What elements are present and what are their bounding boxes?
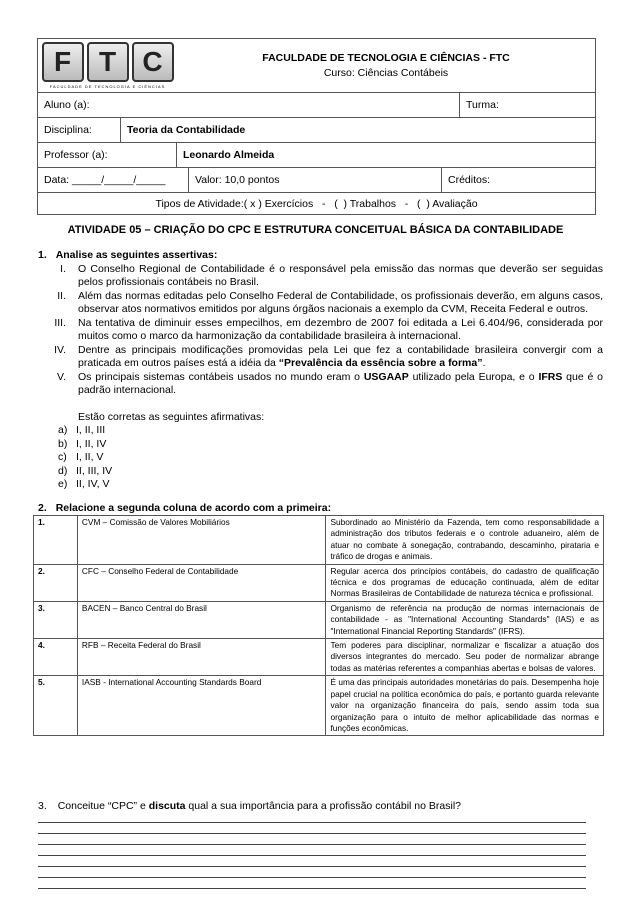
option-text: I, II, III bbox=[76, 424, 106, 436]
row-number: 4. bbox=[34, 639, 78, 676]
q2-prompt-text: Relacione a segunda coluna de acordo com a primeira: bbox=[55, 502, 332, 514]
data-field[interactable]: Data: _____/_____/_____ bbox=[44, 174, 166, 186]
q3-number: 3. bbox=[38, 800, 47, 812]
ftc-logo bbox=[38, 40, 177, 92]
option-letter: b) bbox=[58, 437, 68, 450]
q1-options bbox=[58, 424, 603, 492]
description-cell: É uma das principais autoridades monetárias do país. Desempenha hoje papel crucial na política econômica do país, e portanto guarda relevante valor na organização financeira do país, sendo assim toda sua organização para o intuito de melhor aplicabilidade das normas e funções econômicas. bbox=[326, 676, 604, 736]
aluno-field[interactable]: Aluno (a): bbox=[44, 99, 90, 111]
text-segment: Conceitue “CPC” e bbox=[57, 800, 149, 812]
option-letter: a) bbox=[58, 424, 68, 436]
text-segment: Dentre as principais modificações promovidas pela Lei que fez a contabilidade brasileira convergir com a praticada em outros países está a idéia da bbox=[78, 343, 603, 369]
description-cell: Regular acerca dos princípios contábeis, do cadastro de qualificação técnica e dos programas de educação continuada, além de editar Normas Brasileiras de Contabilidade de natureza técnica e profissional. bbox=[326, 564, 604, 601]
question-1 bbox=[38, 249, 603, 492]
text-segment: que é o padrão internacional. bbox=[78, 370, 603, 396]
text-segment: . bbox=[482, 357, 486, 369]
logo-letter-t: T bbox=[87, 42, 129, 82]
q1-item-text: Na tentativa de diminuir esses empecilhos, em dezembro de 2007 foi editada a Lei 6.404/96, considerada por muitos como o marco da harmonização da contabilidade brasileira à internacional. bbox=[78, 316, 603, 342]
option-text: II, III, IV bbox=[76, 464, 113, 477]
option-e[interactable] bbox=[58, 478, 603, 492]
q1-item-3 bbox=[38, 317, 603, 344]
description-cell: Organismo de referência na produção de normas internacionais de contabilidade - as "International Accounting Standards" (IAS) e as "International Financial Reporting Standards" (IFRS). bbox=[326, 601, 604, 638]
option-letter: c) bbox=[58, 451, 67, 463]
table-row bbox=[34, 516, 604, 565]
entity-cell: RFB – Receita Federal do Brasil bbox=[77, 639, 326, 676]
logo-letter-c: C bbox=[132, 42, 174, 82]
q1-item-4 bbox=[38, 344, 603, 371]
valor-label: Valor: 10,0 pontos bbox=[188, 168, 441, 192]
logo-letter-f: F bbox=[42, 42, 84, 82]
text-segment: qual a sua importância para a profissão contábil no Brasil? bbox=[185, 800, 461, 812]
professor-value: Leonardo Almeida bbox=[176, 143, 595, 167]
institution-block bbox=[177, 51, 595, 81]
bold-segment: discuta bbox=[148, 800, 186, 812]
bold-segment: USGAAP bbox=[363, 370, 409, 383]
option-text: I, II, IV bbox=[76, 437, 107, 450]
answer-line[interactable] bbox=[38, 878, 586, 889]
bold-segment: IFRS bbox=[538, 370, 563, 383]
header-box bbox=[37, 38, 596, 215]
turma-field[interactable]: Turma: bbox=[459, 93, 595, 117]
course-name: Curso: Ciências Contábeis bbox=[323, 66, 449, 79]
answer-line[interactable] bbox=[38, 845, 586, 856]
disciplina-label: Disciplina: bbox=[44, 124, 92, 136]
option-d[interactable] bbox=[58, 465, 603, 479]
q1-item-1 bbox=[38, 263, 603, 290]
table-row bbox=[34, 639, 604, 676]
q1-question: Estão corretas as seguintes afirmativas: bbox=[78, 410, 265, 423]
row-number: 1. bbox=[34, 516, 78, 565]
logo-subtitle: FACULDADE DE TECNOLOGIA E CIÊNCIAS bbox=[49, 84, 166, 89]
entity-cell: CFC – Conselho Federal de Contabilidade bbox=[77, 564, 326, 601]
roman-numeral: II. bbox=[57, 289, 66, 302]
q1-item-5 bbox=[38, 371, 603, 398]
option-a[interactable] bbox=[58, 424, 603, 438]
roman-numeral: I. bbox=[60, 262, 66, 275]
answer-line[interactable] bbox=[38, 823, 586, 834]
row-number: 5. bbox=[34, 676, 78, 736]
q2-prompt bbox=[38, 502, 331, 516]
q1-item-text bbox=[78, 371, 603, 398]
roman-numeral: III. bbox=[54, 316, 66, 329]
option-c[interactable] bbox=[58, 451, 603, 465]
q1-prompt bbox=[38, 249, 603, 263]
entity-cell: CVM – Comissão de Valores Mobiliários bbox=[77, 516, 326, 565]
option-b[interactable] bbox=[58, 438, 603, 452]
answer-area[interactable] bbox=[38, 812, 586, 889]
option-letter: e) bbox=[58, 478, 68, 490]
option-text: I, II, V bbox=[76, 451, 104, 463]
q1-number: 1. bbox=[38, 249, 47, 261]
answer-line[interactable] bbox=[38, 812, 586, 823]
table-row bbox=[34, 676, 604, 736]
row-number: 3. bbox=[34, 601, 78, 638]
roman-numeral: V. bbox=[57, 370, 66, 383]
entity-cell: BACEN – Banco Central do Brasil bbox=[77, 601, 326, 638]
row-number: 2. bbox=[34, 564, 78, 601]
q1-item-text: O Conselho Regional de Contabilidade é o responsável pela emissão das normas que deverão ser seguidas pelos profissionais contábeis no Brasil. bbox=[78, 262, 603, 288]
entity-cell: IASB - International Accounting Standards Board bbox=[77, 676, 326, 736]
activity-title: ATIVIDADE 05 – CRIAÇÃO DO CPC E ESTRUTURA CONCEITUAL BÁSICA DA CONTABILIDADE bbox=[67, 224, 564, 236]
description-cell: Subordinado ao Ministério da Fazenda, tem como responsabilidade a administração dos tributos federais e o controle aduaneiro, além de atuar no combate à sonegação, contrabando, descaminho, pirataria e tráfico de drogas e animais. bbox=[326, 516, 604, 565]
table-row bbox=[34, 564, 604, 601]
q2-number: 2. bbox=[38, 502, 47, 514]
answer-line[interactable] bbox=[38, 856, 586, 867]
q1-item-text: Além das normas editadas pelo Conselho Federal de Contabilidade, os profissionais deverão, em alguns casos, observar atos normativos emitidos por alguns órgãos nacionais a exemplo da CVM, Receita Federal e outros. bbox=[78, 289, 603, 315]
disciplina-value: Teoria da Contabilidade bbox=[120, 118, 595, 142]
q1-prompt-text: Analise as seguintes assertivas: bbox=[55, 249, 218, 261]
option-letter: d) bbox=[58, 464, 68, 477]
professor-label: Professor (a): bbox=[44, 149, 108, 161]
q1-item-text bbox=[78, 344, 603, 371]
answer-line[interactable] bbox=[38, 867, 586, 878]
institution-name: FACULDADE DE TECNOLOGIA E CIÊNCIAS - FTC bbox=[262, 51, 510, 64]
creditos-field[interactable]: Créditos: bbox=[441, 168, 595, 192]
answer-line[interactable] bbox=[38, 834, 586, 845]
activity-type: Tipos de Atividade:( x ) Exercícios - ( ) Trabalhos - ( ) Avaliação bbox=[155, 197, 478, 210]
roman-numeral: IV. bbox=[54, 343, 66, 356]
text-segment: utilizado pela Europa, e o bbox=[408, 370, 539, 383]
table-row bbox=[34, 601, 604, 638]
option-text: II, IV, V bbox=[76, 478, 110, 490]
q1-item-2 bbox=[38, 290, 603, 317]
text-segment: Os principais sistemas contábeis usados no mundo eram o bbox=[78, 370, 364, 383]
bold-segment: “Prevalência da essência sobre a forma” bbox=[278, 357, 483, 369]
matching-table bbox=[33, 515, 604, 736]
description-cell: Tem poderes para disciplinar, normalizar e fiscalizar a atuação dos diversos integrantes do mercado. Seu poder de normalizar abrange todas as matérias referentes a companhias abertas e bolsas de valores. bbox=[326, 639, 604, 676]
